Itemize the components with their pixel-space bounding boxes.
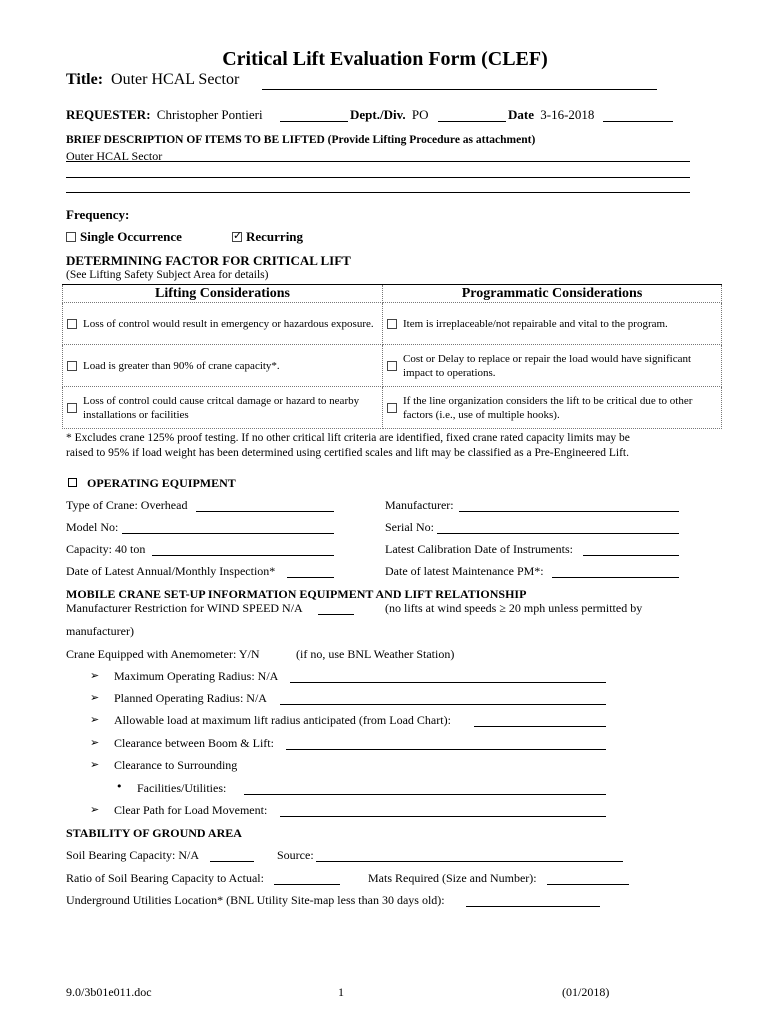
- inspection-label: Date of Latest Annual/Monthly Inspection*: [66, 564, 276, 578]
- source-label: Source:: [277, 848, 314, 862]
- dept-line: [438, 121, 506, 122]
- max-radius-label: Maximum Operating Radius: N/A: [114, 669, 279, 683]
- clearance-surrounding-label: Clearance to Surrounding: [114, 758, 238, 772]
- date-field: [508, 107, 594, 123]
- footer-revision-date: (01/2018): [562, 985, 610, 999]
- recurring-option[interactable]: [232, 229, 303, 245]
- form-title: Critical Lift Evaluation Form (CLEF): [222, 48, 548, 70]
- wind-speed-label: Manufacturer Restriction for WIND SPEED N/A: [66, 601, 303, 615]
- footnote-line-2: raised to 95% if load weight has been determined using certified scales and lift may be classified as a Pre-Engineered Lift.: [66, 447, 629, 459]
- criteria-checkbox[interactable]: [387, 319, 397, 329]
- model-no-line[interactable]: [122, 533, 334, 534]
- criteria-checkbox[interactable]: [67, 403, 77, 413]
- type-of-crane-line[interactable]: [196, 511, 334, 512]
- dept-value[interactable]: PO: [411, 107, 429, 122]
- criteria-text: Loss of control could cause critcal damage or hazard to nearby installations or facilities: [83, 394, 360, 421]
- criteria-text: Load is greater than 90% of crane capacity*.: [83, 359, 280, 372]
- underground-line[interactable]: [466, 906, 600, 907]
- inspection-line[interactable]: [287, 577, 334, 578]
- planned-radius-line[interactable]: [280, 704, 606, 705]
- wind-speed-note-2: manufacturer): [66, 624, 134, 638]
- soil-bearing-line[interactable]: [210, 861, 254, 862]
- allowable-load-line[interactable]: [474, 726, 606, 727]
- arrow-bullet-icon: ➢: [90, 691, 100, 704]
- recurring-label: Recurring: [246, 229, 304, 244]
- calibration-label: Latest Calibration Date of Instruments:: [385, 542, 573, 556]
- frequency-label: Frequency:: [66, 207, 130, 222]
- criteria-text: Item is irreplaceable/not repairable and vital to the program.: [403, 317, 668, 330]
- determining-heading: DETERMINING FACTOR FOR CRITICAL LIFT: [66, 253, 351, 268]
- serial-no-line[interactable]: [437, 533, 679, 534]
- date-label: Date: [508, 107, 534, 122]
- anemometer-label: Crane Equipped with Anemometer: Y/N: [66, 647, 260, 661]
- footnote-line-1: * Excludes crane 125% proof testing. If no other critical lift criteria are identified, fixed crane rated capacity limits may be: [66, 432, 630, 444]
- criteria-text: Cost or Delay to replace or repair the load would have significant impact to operations.: [403, 352, 692, 379]
- operating-equipment-heading: [68, 476, 236, 491]
- arrow-bullet-icon: ➢: [90, 736, 100, 749]
- criteria-text: If the line organization considers the lift to be critical due to other factors (i.e., use of multiple hooks).: [403, 394, 693, 421]
- operating-equipment-title: OPERATING EQUIPMENT: [87, 476, 236, 490]
- title-row: [66, 71, 239, 89]
- operating-equipment-checkbox[interactable]: [68, 478, 77, 487]
- anemometer-note: (if no, use BNL Weather Station): [296, 647, 455, 661]
- capacity-label: Capacity: 40 ton: [66, 542, 146, 556]
- manufacturer-line[interactable]: [459, 511, 679, 512]
- arrow-bullet-icon: ➢: [90, 669, 100, 682]
- serial-no-label: Serial No:: [385, 520, 434, 534]
- table-row: [63, 387, 722, 429]
- brief-line-1: [66, 161, 690, 162]
- max-radius-line[interactable]: [290, 682, 606, 683]
- mats-line[interactable]: [547, 884, 629, 885]
- criteria-checkbox[interactable]: [67, 319, 77, 329]
- lifting-considerations-header: Lifting Considerations: [63, 285, 383, 303]
- dept-field: [350, 107, 429, 123]
- title-value[interactable]: Outer HCAL Sector: [111, 71, 240, 88]
- single-occurrence-label: Single Occurrence: [80, 229, 182, 244]
- programmatic-considerations-header: Programmatic Considerations: [383, 285, 722, 303]
- soil-bearing-label: Soil Bearing Capacity: N/A: [66, 848, 199, 862]
- requester-value[interactable]: Christopher Pontieri: [156, 107, 263, 122]
- date-line: [603, 121, 673, 122]
- calibration-line[interactable]: [583, 555, 679, 556]
- mobile-crane-heading: MOBILE CRANE SET-UP INFORMATION EQUIPMENT AND LIFT RELATIONSHIP: [66, 587, 527, 601]
- wind-speed-line[interactable]: [318, 614, 354, 615]
- brief-value[interactable]: Outer HCAL Sector: [66, 149, 163, 163]
- arrow-bullet-icon: ➢: [90, 803, 100, 816]
- ratio-line[interactable]: [274, 884, 340, 885]
- requester-label: REQUESTER:: [66, 107, 151, 122]
- clearance-boom-line[interactable]: [286, 749, 606, 750]
- criteria-text: Loss of control would result in emergency or hazardous exposure.: [83, 317, 374, 330]
- capacity-line[interactable]: [152, 555, 334, 556]
- model-no-label: Model No:: [66, 520, 119, 534]
- facilities-line[interactable]: [244, 794, 606, 795]
- brief-line-2: [66, 177, 690, 178]
- maintenance-label: Date of latest Maintenance PM*:: [385, 564, 544, 578]
- underground-label: Underground Utilities Location* (BNL Utility Site-map less than 30 days old):: [66, 893, 445, 907]
- brief-line-3: [66, 192, 690, 193]
- ratio-label: Ratio of Soil Bearing Capacity to Actual:: [66, 871, 264, 885]
- footer-page-number: 1: [338, 985, 344, 999]
- wind-speed-note-1: (no lifts at wind speeds ≥ 20 mph unless permitted by: [385, 601, 643, 615]
- dept-label: Dept./Div.: [350, 107, 406, 122]
- table-row: [63, 303, 722, 345]
- title-line: [262, 89, 657, 90]
- clear-path-line[interactable]: [280, 816, 606, 817]
- type-of-crane-label: Type of Crane: Overhead: [66, 498, 188, 512]
- footer-doc-id: 9.0/3b01e011.doc: [66, 985, 152, 999]
- criteria-checkbox[interactable]: [387, 361, 397, 371]
- single-occurrence-option[interactable]: [66, 229, 182, 245]
- arrow-bullet-icon: ➢: [90, 713, 100, 726]
- date-value[interactable]: 3-16-2018: [540, 107, 595, 122]
- maintenance-line[interactable]: [552, 577, 679, 578]
- single-occurrence-checkbox[interactable]: [66, 232, 76, 242]
- planned-radius-label: Planned Operating Radius: N/A: [114, 691, 267, 705]
- requester-line: [280, 121, 348, 122]
- table-row: [63, 345, 722, 387]
- facilities-label: Facilities/Utilities:: [137, 781, 227, 795]
- recurring-checkbox[interactable]: [232, 232, 242, 242]
- critical-lift-criteria-table: [62, 284, 722, 429]
- arrow-bullet-icon: ➢: [90, 758, 100, 771]
- allowable-load-label: Allowable load at maximum lift radius anticipated (from Load Chart):: [114, 713, 451, 727]
- criteria-checkbox[interactable]: [67, 361, 77, 371]
- mats-label: Mats Required (Size and Number):: [368, 871, 537, 885]
- criteria-checkbox[interactable]: [387, 403, 397, 413]
- determining-subheading: (See Lifting Safety Subject Area for details): [66, 269, 269, 281]
- stability-heading: STABILITY OF GROUND AREA: [66, 826, 242, 840]
- source-line[interactable]: [316, 861, 623, 862]
- clear-path-label: Clear Path for Load Movement:: [114, 803, 268, 817]
- title-label: Title:: [66, 71, 104, 88]
- requester-row: [66, 107, 263, 123]
- dot-bullet-icon: •: [116, 780, 123, 793]
- clearance-boom-label: Clearance between Boom & Lift:: [114, 736, 274, 750]
- brief-heading: BRIEF DESCRIPTION OF ITEMS TO BE LIFTED (Provide Lifting Procedure as attachment): [66, 134, 536, 146]
- manufacturer-label: Manufacturer:: [385, 498, 454, 512]
